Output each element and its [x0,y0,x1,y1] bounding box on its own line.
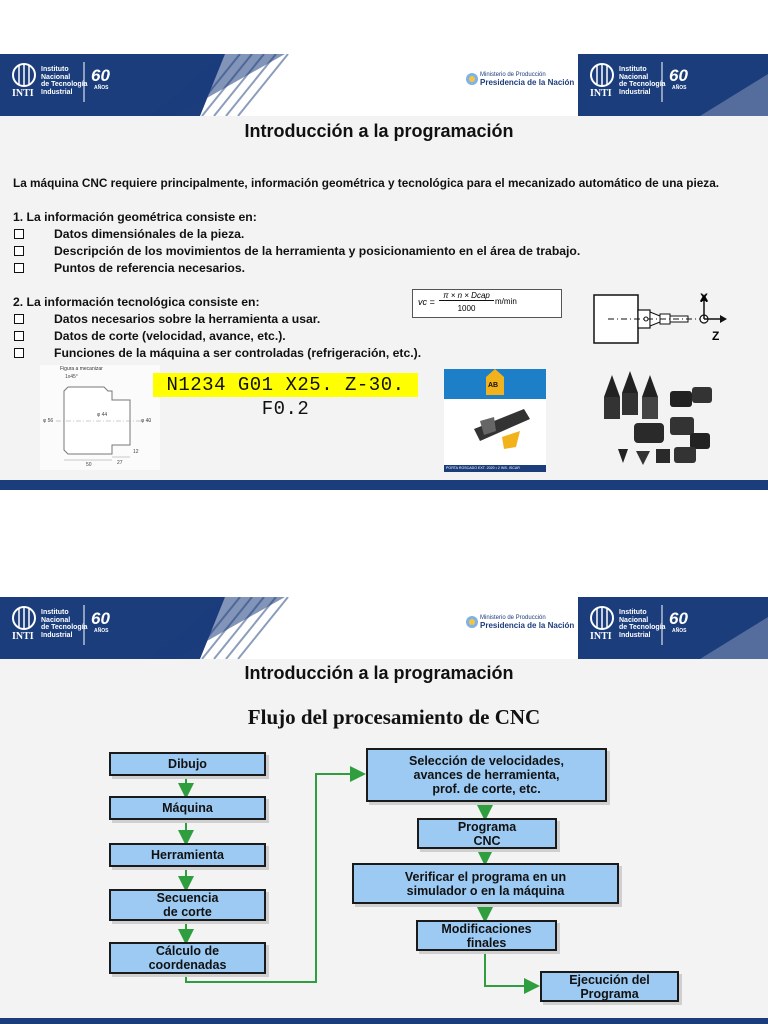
tec-item: Funciones de la máquina a ser controladas (refrigeración, etc.). [54,346,422,360]
axis-z-label: Z [712,329,720,343]
flow-box-verificar: Verificar el programa en un simulador o en la máquina [352,863,619,904]
slide-title: Introducción a la programación [244,121,514,141]
gcode-example: N1234 G01 X25. Z-30. F0.2 [153,373,418,397]
tool-badge: AB [488,382,499,389]
tec-item: Datos de corte (velocidad, avance, etc.). [54,329,286,343]
checkbox-icon [14,246,24,256]
geo-item: Puntos de referencia necesarios. [54,261,246,275]
geo-item: Descripción de los movimientos de la herramienta y posicionamiento en el área de trabajo. [54,244,581,258]
anniversary-60-left: 60 [91,66,110,85]
dim-label: 50 [86,462,92,468]
dim-label: φ 44 [97,412,108,418]
tec-heading: 2. La información tecnológica consiste en: [13,295,260,309]
dim-label: φ 56 [43,418,54,424]
dim-label: φ 40 [141,418,152,424]
cutting-speed-formula: vc = π × n × Dcap 1000 m/min [412,289,562,318]
anniversary-60-right: 60 [669,609,688,628]
tool-holders-image [594,367,718,477]
inti-logo-text-left: Instituto Nacional de Tecnología Industrial [41,66,88,96]
anniversary-anos-left: AÑOS [94,628,109,634]
anniversary-60-left: 60 [91,609,110,628]
anniversary-anos-left: AÑOS [94,85,109,91]
tool-caption: PORTA ROSCADO EXT. 2020 • 2 INS. ISCAR [446,466,520,470]
anniversary-anos-right: AÑOS [672,85,687,91]
lathe-axes-diagram [588,290,736,350]
inti-logo-right: INTI [590,88,612,99]
checkbox-icon [14,314,24,324]
ministry-logo: Ministerio de Producción Presidencia de la Nación [480,72,575,87]
figure-caption: Figura a mecanizar [60,366,103,372]
slide-2 [0,597,768,1024]
flow-title: Flujo del procesamiento de CNC [247,705,541,729]
axis-x-label: X [700,291,709,305]
flow-box-maquina: Máquina [109,796,266,820]
inti-logo-left: INTI [12,631,34,642]
checkbox-icon [14,229,24,239]
footer-bar [0,1018,768,1024]
inti-logo-text-right: Instituto Nacional de Tecnología Industrial [619,609,666,639]
flow-box-programa-cnc: Programa CNC [417,818,557,849]
intro-text: La máquina CNC requiere principalmente, información geométrica y tecnológica para el mecanizado automático de una pieza. [13,176,720,190]
dim-label: 1x45° [65,374,78,380]
dim-label: 27 [117,460,123,466]
tec-item: Datos necesarios sobre la herramienta a usar. [54,312,321,326]
part-drawing [40,365,160,470]
header-banner [0,54,768,116]
flow-box-dibujo: Dibujo [109,752,266,776]
geo-item: Datos dimensiónales de la pieza. [54,227,245,241]
slide-title: Introducción a la programación [244,663,514,683]
flow-box-ejecucion: Ejecución del Programa [540,971,679,1002]
flow-box-secuencia: Secuencia de corte [109,889,266,921]
flow-box-seleccion: Selección de velocidades, avances de herramienta, prof. de corte, etc. [366,748,607,802]
inti-logo-right: INTI [590,631,612,642]
ministry-logo: Ministerio de Producción Presidencia de la Nación [480,615,575,630]
inti-logo-text-left: Instituto Nacional de Tecnología Industrial [41,609,88,639]
anniversary-anos-right: AÑOS [672,628,687,634]
dim-label: 12 [133,449,139,455]
footer-bar [0,480,768,490]
inti-logo-text-right: Instituto Nacional de Tecnología Industrial [619,66,666,96]
inti-logo-left: INTI [12,88,34,99]
flow-box-calculo: Cálculo de coordenadas [109,942,266,974]
checkbox-icon [14,348,24,358]
flow-box-herramienta: Herramienta [109,843,266,867]
flow-box-modificaciones: Modificaciones finales [416,920,557,951]
geo-heading: 1. La información geométrica consiste en: [13,210,257,224]
checkbox-icon [14,263,24,273]
anniversary-60-right: 60 [669,66,688,85]
slide-1 [0,54,768,490]
checkbox-icon [14,331,24,341]
threading-tool-image [444,369,546,472]
